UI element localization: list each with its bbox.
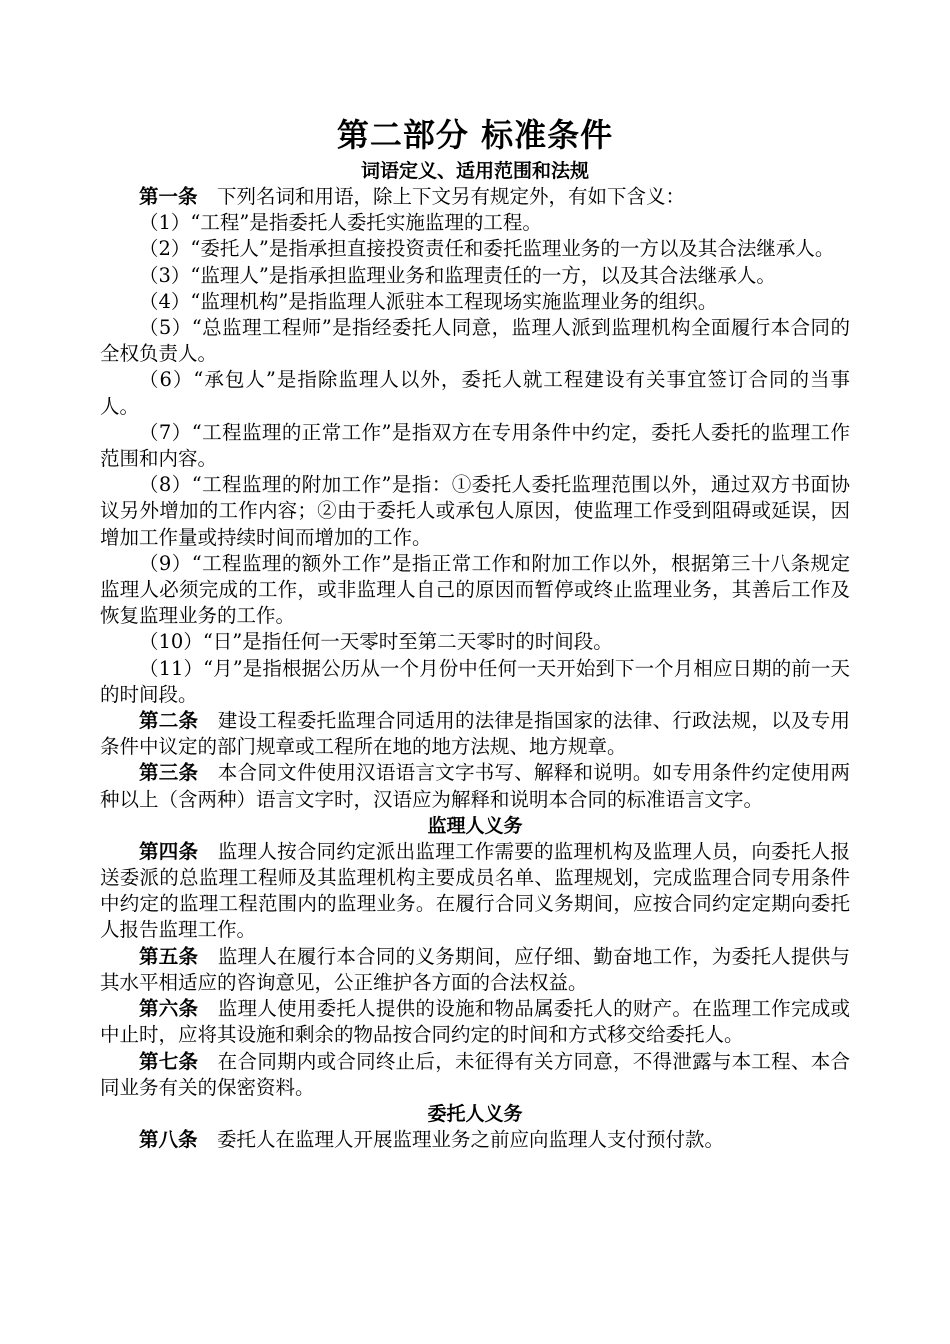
paragraph-text: （6）“承包人”是指除监理人以外，委托人就工程建设有关事宜签订合同的当事人。: [100, 368, 850, 418]
article-label: 第七条: [139, 1049, 199, 1073]
paragraph-text: （9）“工程监理的额外工作”是指正常工作和附加工作以外，根据第三十八条规定监理人必须完成的工作，或非监理人自己的原因而暂停或终止监理业务，其善后工作及恢复监理业务的工作。: [100, 551, 850, 628]
article-paragraph: [100, 184, 850, 210]
section-heading: 监理人义务: [427, 814, 523, 837]
article-label: 第三条: [139, 761, 199, 785]
section-heading: 委托人义务: [427, 1102, 523, 1125]
document-title: 第二部分 标准条件: [336, 116, 614, 154]
paragraph-text: （5）“总监理工程师”是指经委托人同意，监理人派到监理机构全面履行本合同的全权负责人。: [100, 316, 850, 366]
definition-item: [100, 420, 850, 472]
article-label: 第一条: [139, 185, 198, 208]
definition-item: [100, 656, 850, 708]
article-label: 第二条: [139, 709, 199, 733]
definition-item: [100, 263, 850, 289]
article-paragraph: [100, 996, 850, 1048]
definition-item: [100, 472, 850, 551]
article-label: 第六条: [139, 997, 199, 1021]
paragraph-text: （7）“工程监理的正常工作”是指双方在专用条件中约定，委托人委托的监理工作范围和内容。: [100, 420, 850, 471]
paragraph-text: （2）“委托人”是指承担直接投资责任和委托监理业务的一方以及其合法继承人。: [139, 237, 835, 261]
paragraph-text: 建设工程委托监理合同适用的法律是指国家的法律、行政法规，以及专用条件中议定的部门规章或工程所在地的地方法规、地方规章。: [100, 709, 850, 759]
paragraph-text: （10）“日”是指任何一天零时至第二天零时的时间段。: [139, 630, 613, 654]
definition-item: [100, 236, 850, 262]
document-body: [100, 158, 850, 1153]
paragraph-text: （3）“监理人”是指承担监理业务和监理责任的一方，以及其合法继承人。: [139, 263, 776, 287]
article-paragraph: [100, 839, 850, 944]
paragraph-text: 在合同期内或合同终止后，未征得有关方同意，不得泄露与本工程、本合同业务有关的保密资料。: [100, 1049, 850, 1099]
paragraph-text: 本合同文件使用汉语语言文字书写、解释和说明。如专用条件约定使用两种以上（含两种）语言文字时，汉语应为解释和说明本合同的标准语言文字。: [100, 761, 850, 811]
definition-item: [100, 629, 850, 655]
definition-item: [100, 367, 850, 419]
article-paragraph: [100, 1049, 850, 1101]
paragraph-text: 下列名词和用语，除上下文另有规定外，有如下含义：: [217, 185, 686, 208]
document-page: [100, 112, 850, 1153]
article-paragraph: [100, 1127, 850, 1153]
article-paragraph: [100, 944, 850, 996]
paragraph-text: 监理人按合同约定派出监理工作需要的监理机构及监理人员，向委托人报送委派的总监理工程师及其监理机构主要成员名单、监理规划，完成监理合同专用条件中约定的监理工程范围内的监理业务。在履行合同义务期间，应按合同约定定期向委托人报告监理工作。: [100, 839, 850, 942]
definition-item: [100, 289, 850, 315]
article-label: 第八条: [139, 1127, 198, 1151]
paragraph-text: （4）“监理机构”是指监理人派驻本工程现场实施监理业务的组织。: [139, 289, 718, 313]
article-label: 第五条: [139, 944, 199, 968]
paragraph-text: 监理人使用委托人提供的设施和物品属委托人的财产。在监理工作完成或中止时，应将其设施和剩余的物品按合同约定的时间和方式移交给委托人。: [100, 997, 850, 1047]
paragraph-text: （11）“月”是指根据公历从一个月份中任何一天开始到下一个月相应日期的前一天的时间段。: [100, 656, 850, 706]
article-paragraph: [100, 760, 850, 812]
article-paragraph: [100, 708, 850, 760]
paragraph-text: （1）“工程”是指委托人委托实施监理的工程。: [139, 211, 542, 235]
definition-item: [100, 551, 850, 630]
definition-item: [100, 210, 850, 236]
section-heading: 词语定义、适用范围和法规: [360, 160, 589, 182]
definition-item: [100, 315, 850, 367]
paragraph-text: 委托人在监理人开展监理业务之前应向监理人支付预付款。: [217, 1127, 725, 1151]
paragraph-text: （8）“工程监理的附加工作”是指：①委托人委托监理范围以外，通过双方书面协议另外增加的工作内容；②由于委托人或承包人原因，使监理工作受到阻碍或延误，因增加工作量或持续时间而增加的工作。: [100, 473, 850, 549]
paragraph-text: 监理人在履行本合同的义务期间，应仔细、勤奋地工作，为委托人提供与其水平相适应的咨询意见，公正维护各方面的合法权益。: [100, 944, 850, 994]
article-label: 第四条: [139, 839, 199, 863]
